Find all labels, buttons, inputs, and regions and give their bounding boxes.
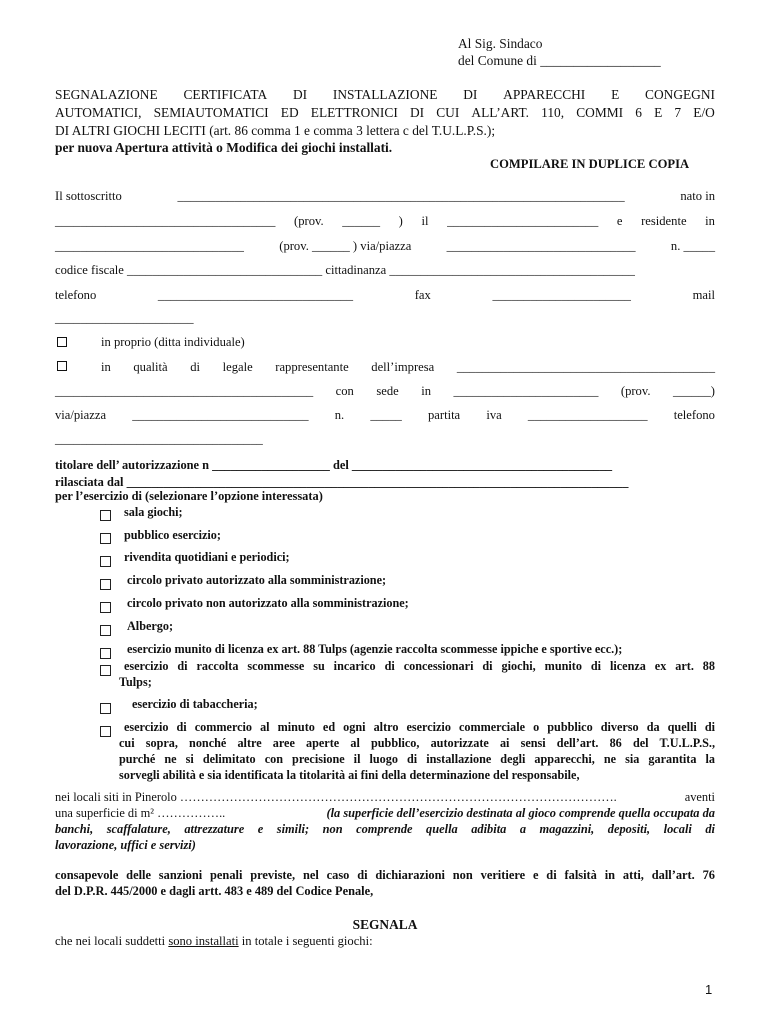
option-albergo: Albergo; [127,619,174,633]
title-line-3: DI ALTRI GIOCHI LECITI (art. 86 comma 1 e comma 3 lettera c del T.U.L.P.S.); [55,123,496,138]
checkbox-rivendita[interactable] [100,556,111,567]
checkbox-commercio-minuto[interactable] [100,726,111,737]
recipient-line-2: del Comune di __________________ [458,53,661,68]
option-circolo-autorizzato: circolo privato autorizzato alla somministrazione; [127,573,387,587]
checkbox-legale-rappresentante[interactable] [57,361,67,371]
applicant-row-fiscal: codice fiscale _______________________________ cittadinanza _______________________________________ [55,263,635,277]
authorization-number-line: titolare dell’ autorizzazione n ___________________ del __________________________________________ [55,458,613,472]
company-row-address: via/piazza ____________________________ n. _____ partita iva ___________________ telefono [55,408,715,422]
title-line-4: per nuova Apertura attività o Modifica dei giochi installati. [55,140,393,155]
applicant-row-contacts: telefono _______________________________ fax ______________________ mail [55,288,715,302]
applicant-row-address: ______________________________ (prov. ______ ) via/piazza ______________________________ n. _____ [55,239,715,253]
option-commercio-minuto-line-2: cui sopra, nonché altre aree aperte al pubblico, autorizzate ai sensi dell’art. 86 del T.U.L.P.S., [119,736,715,750]
premises-line-2: una superficie di m² …………….. (la superficie dell’esercizio destinata al gioco comprende quella occupata da [55,806,715,820]
option-sala-giochi: sala giochi; [124,505,183,519]
checkbox-raccolta-scommesse[interactable] [100,665,111,676]
premises-line-4: lavorazione, uffici e servizi) [55,838,196,852]
option-tabaccheria: esercizio di tabaccheria; [132,697,258,711]
checkbox-pubblico-esercizio[interactable] [100,533,111,544]
premises-line-1: nei locali siti in Pinerolo ……………………………………………………………………………………………. aventi [55,790,715,804]
activity-select-instruction: per l’esercizio di (selezionare l’opzione interessata) [55,489,323,503]
declaration-line-2: del D.P.R. 445/2000 e dagli artt. 483 e 489 del Codice Penale, [55,884,374,898]
option-rivendita: rivendita quotidiani e periodici; [124,550,290,564]
option-commercio-minuto-line-1: esercizio di commercio al minuto ed ogni altro esercizio commerciale o pubblico diverso da quelli di [124,720,715,734]
page-number: 1 [705,982,713,997]
applicant-mail-field: ______________________ [55,311,194,325]
option-licenza-art-88: esercizio munito di licenza ex art. 88 Tulps (agenzie raccolta scommesse ippiche e sportive ecc.); [127,642,623,656]
checkbox-albergo[interactable] [100,625,111,636]
option-pubblico-esercizio: pubblico esercizio; [124,528,221,542]
option-circolo-non-autorizzato: circolo privato non autorizzato alla somministrazione; [127,596,409,610]
checkbox-licenza-art-88[interactable] [100,648,111,659]
checkbox-in-proprio[interactable] [57,337,67,347]
checkbox-tabaccheria[interactable] [100,703,111,714]
option-raccolta-scommesse-line-2: Tulps; [119,675,152,689]
option-commercio-minuto-line-3: purché ne si delimitato con precisione il luogo di installazione degli apparecchi, ne sia garantita la [119,752,715,766]
duplicate-copy-note: COMPILARE IN DUPLICE COPIA [490,157,690,171]
authorization-issuer-line: rilasciata dal _________________________________________________________________________________ [55,475,629,489]
recipient-line-1: Al Sig. Sindaco [458,36,543,51]
checkbox-circolo-autorizzato[interactable] [100,579,111,590]
option-in-proprio-label: in proprio (ditta individuale) [101,335,245,349]
company-phone-field: _________________________________ [55,432,263,446]
segnala-text: che nei locali suddetti sono installati in totale i seguenti giochi: [55,934,373,948]
applicant-row-birth: ___________________________________ (prov. ______ ) il ________________________ e residente in [55,214,715,228]
declaration-line-1: consapevole delle sanzioni penali previste, nel caso di dichiarazioni non veritiere e di falsità in atti, dall’art. 76 [55,868,715,882]
option-raccolta-scommesse-line-1: esercizio di raccolta scommesse su incarico di concessionari di giochi, munito di licenza ex art. 88 [124,659,715,673]
applicant-row-name: Il sottoscritto _______________________________________________________________________ nato in [55,189,715,203]
title-line-1: SEGNALAZIONE CERTIFICATA DI INSTALLAZIONE DI APPARECCHI E CONGEGNI [55,87,715,102]
checkbox-sala-giochi[interactable] [100,510,111,521]
segnala-heading: SEGNALA [352,917,418,932]
premises-line-3: banchi, scaffalature, attrezzature e simili; non comprende quella adibita a magazzini, depositi, locali di [55,822,715,836]
option-legale-rappresentante-label: in qualità di legale rappresentante dell’impresa _________________________________________ [101,360,715,374]
company-row-seat: _________________________________________ con sede in _______________________ (prov. ______) [55,384,715,398]
title-line-2: AUTOMATICI, SEMIAUTOMATICI ED ELETTRONICI DI CUI ALL’ART. 110, COMMI 6 E 7 E/O [55,105,715,120]
checkbox-circolo-non-autorizzato[interactable] [100,602,111,613]
option-commercio-minuto-line-4: sorvegli abilità e sia identificata la titolarità ai fini della determinazione del responsabile, [119,768,580,782]
